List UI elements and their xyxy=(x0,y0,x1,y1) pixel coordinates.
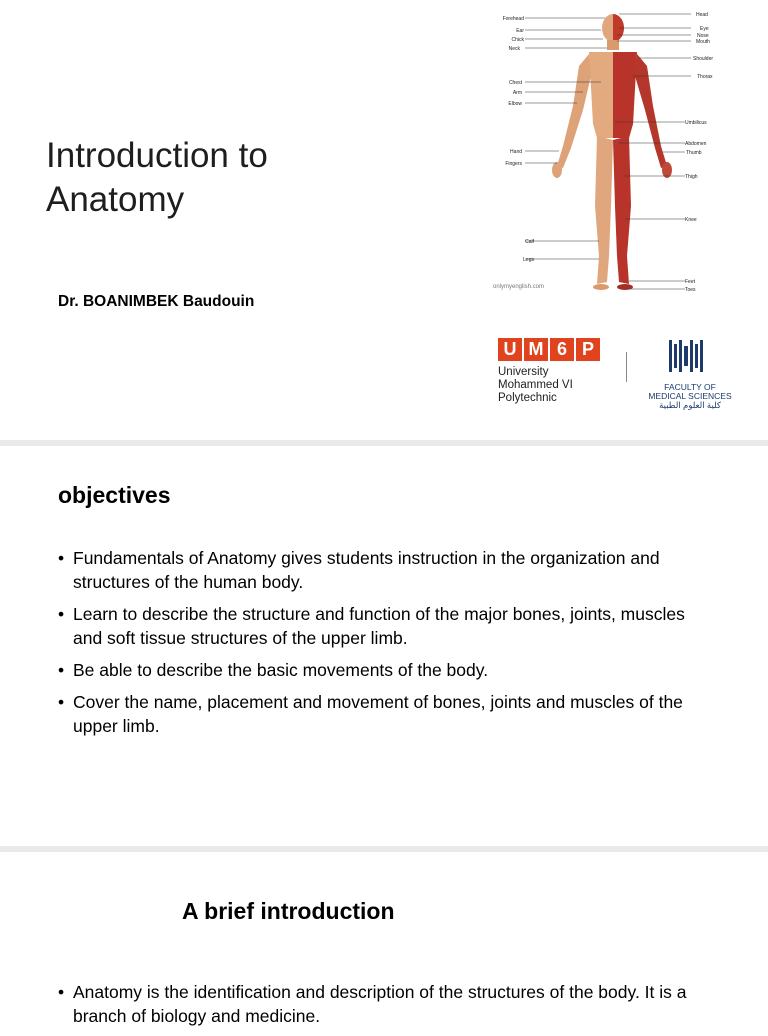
fms-emblem-icon xyxy=(668,338,704,374)
brief-intro-heading: A brief introduction xyxy=(182,898,395,924)
list-item-text: Anatomy is the identification and description of the structures of the body. It is a branch of biology and medicine. xyxy=(73,982,687,1026)
figure-label-left: Hand xyxy=(510,149,522,155)
fms-name xyxy=(644,383,736,410)
list-item-text: Learn to describe the structure and function of the major bones, joints, muscles and soft tissue structures of the upper limb. xyxy=(73,604,685,648)
author-name: Dr. BOANIMBEK Baudouin xyxy=(58,293,255,310)
um6p-line: Mohammed VI xyxy=(498,379,573,391)
figure-label-left: Legs xyxy=(523,257,534,263)
figure-label-right: Eye xyxy=(700,26,709,32)
body-illustration xyxy=(552,14,672,290)
list-item: • Cover the name, placement and movement of bones, joints and muscles of the upper limb. xyxy=(58,690,718,738)
figure-label-right: Abdomen xyxy=(685,141,707,147)
list-item-text: Cover the name, placement and movement of bones, joints and muscles of the upper limb. xyxy=(73,692,683,736)
figure-label-right: Thigh xyxy=(685,174,698,180)
list-item-text: Be able to describe the basic movements of the body. xyxy=(73,660,489,680)
institution-logos xyxy=(498,338,738,408)
figure-label-left: Chest xyxy=(508,80,522,86)
objectives-list xyxy=(58,546,718,746)
slide-title xyxy=(0,0,768,440)
um6p-line: University xyxy=(498,366,549,378)
slide-title-heading xyxy=(46,134,268,222)
title-line-2: Anatomy xyxy=(46,180,185,219)
figure-label-left: Arm xyxy=(512,90,522,96)
figure-label-right: Thorax xyxy=(697,74,713,80)
um6p-letter: 6 xyxy=(550,338,574,361)
figure-label-right: Thumb xyxy=(686,150,702,156)
figure-label-left: Calf xyxy=(525,239,534,245)
um6p-line: Polytechnic xyxy=(498,392,557,404)
fms-line: FACULTY OF xyxy=(664,382,716,392)
figure-label-right: Head xyxy=(696,12,708,18)
list-item: • Be able to describe the basic movements of the body. xyxy=(58,658,718,682)
um6p-letter: U xyxy=(498,338,522,361)
figure-label-left: Neck xyxy=(508,46,520,52)
um6p-letter: M xyxy=(524,338,548,361)
um6p-name xyxy=(498,366,573,405)
figure-label-right: Feet xyxy=(685,279,696,285)
um6p-letter: P xyxy=(576,338,600,361)
title-line-1: Introduction to xyxy=(46,136,268,175)
fms-line: MEDICAL SCIENCES xyxy=(648,391,732,401)
slide-brief-introduction xyxy=(0,852,768,1024)
figure-label-right: Toes xyxy=(685,287,696,293)
anatomy-figure xyxy=(493,6,718,296)
figure-label-left: Ear xyxy=(516,28,524,34)
figure-label-left: Forehead xyxy=(502,16,524,22)
figure-label-right: Knee xyxy=(685,217,697,223)
figure-credit: onlymyenglish.com xyxy=(493,284,545,290)
logo-divider xyxy=(626,352,627,382)
um6p-logo xyxy=(498,338,602,361)
list-item-text: Fundamentals of Anatomy gives students instruction in the organization and structures of the human body. xyxy=(73,548,660,592)
figure-label-right: Mouth xyxy=(696,39,710,45)
fms-line: كلية العلوم الطبية xyxy=(659,400,721,410)
figure-label-left: Chick xyxy=(511,37,524,43)
list-item: • Learn to describe the structure and function of the major bones, joints, muscles and soft tissue structures of the upper limb. xyxy=(58,602,718,650)
figure-label-right: Umbilicus xyxy=(685,120,707,126)
list-item: • Anatomy is the identification and description of the structures of the body. It is a branch of biology and medicine. xyxy=(58,980,718,1028)
figure-label-left: Fingers xyxy=(505,161,522,167)
list-item: • Fundamentals of Anatomy gives students instruction in the organization and structures of the human body. xyxy=(58,546,718,594)
figure-label-right: Shoulder xyxy=(693,56,714,62)
brief-intro-list xyxy=(58,980,718,1036)
figure-label-left: Elbow xyxy=(508,101,522,107)
objectives-heading: objectives xyxy=(58,482,171,508)
slide-objectives xyxy=(0,446,768,846)
figure-label-right: Nose xyxy=(697,33,709,39)
